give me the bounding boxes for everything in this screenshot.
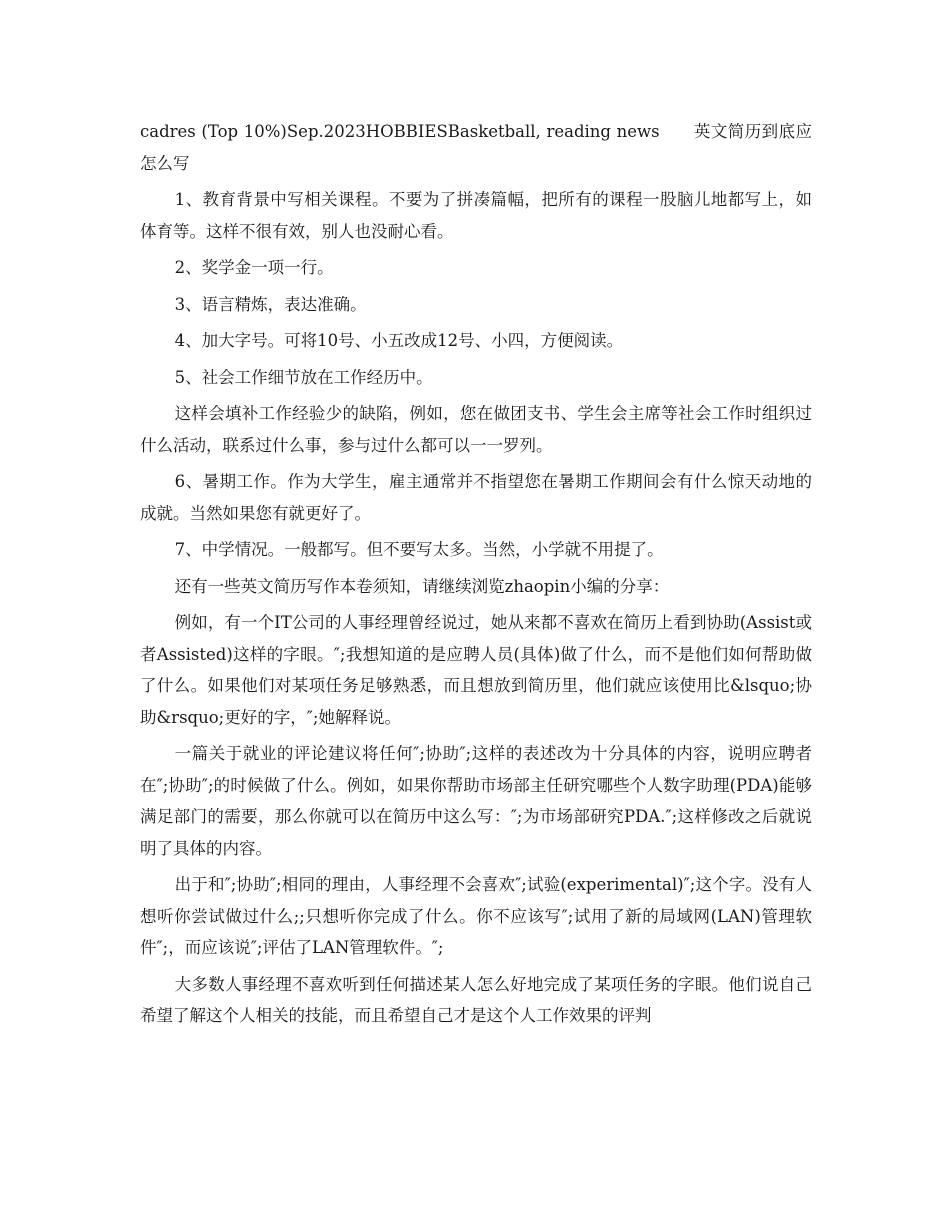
paragraph-tip-1: 1、教育背景中写相关课程。不要为了拼凑篇幅，把所有的课程一股脑儿地都写上，如体育等。这样不很有效，别人也没耐心看。 (140, 190, 812, 241)
paragraph-review-advice: 一篇关于就业的评论建议将任何″;协助″;这样的表述改为十分具体的内容，说明应聘者在″;协助″;的时候做了什么。例如，如果你帮助市场部主任研究哪些个人数字助理(PDA)能够满足部门的需要，那么你就可以在简历中这么写：″;为市场部研究PDA.″;这样修改之后就说明了具体的内容。 (140, 744, 812, 858)
paragraph-tip-2: 2、奖学金一项一行。 (174, 258, 334, 277)
paragraph-tip-3: 3、语言精炼，表达准确。 (174, 294, 367, 314)
paragraph-hr-preference: 大多数人事经理不喜欢听到任何描述某人怎么好地完成了某项任务的字眼。他们说自己希望了解这个人相关的技能，而且希望自己才是这个人工作效果的评判 (140, 974, 812, 1025)
document-body (140, 116, 812, 1037)
paragraph-tip-5-detail: 这样会填补工作经验少的缺陷，例如，您在做团支书、学生会主席等社会工作时组织过什么活动，联系过什么事，参与过什么都可以一一罗列。 (140, 404, 812, 455)
paragraph-tip-7: 7、中学情况。一般都写。但不要写太多。当然，小学就不用提了。 (174, 540, 664, 559)
paragraph-tip-4: 4、加大字号。可将10号、小五改成12号、小四，方便阅读。 (174, 331, 624, 350)
paragraph-intro: cadres (Top 10%)Sep.2023HOBBIESBasketball, reading news 英文简历到底应怎么写 (140, 122, 812, 173)
paragraph-tip-5: 5、社会工作细节放在工作经历中。 (174, 367, 433, 387)
paragraph-experimental: 出于和″;协助″;相同的理由，人事经理不会喜欢″;试验(experimental)″;这个字。没有人想听你尝试做过什么;;只想听你完成了什么。你不应该写″;试用了新的局域网(LAN)管理软件″;，而应该说″;评估了LAN管理软件。″; (140, 875, 812, 957)
paragraph-tip-6: 6、暑期工作。作为大学生，雇主通常并不指望您在暑期工作期间会有什么惊天动地的成就。当然如果您有就更好了。 (140, 472, 812, 523)
paragraph-example-assist: 例如，有一个IT公司的人事经理曾经说过，她从来都不喜欢在简历上看到协助(Assist或者Assisted)这样的字眼。″;我想知道的是应聘人员(具体)做了什么，而不是他们如何帮助做了什么。如果他们对某项任务足够熟悉，而且想放到简历里，他们就应该使用比&lsquo;协助&rsquo;更好的字，″;她解释说。 (140, 613, 812, 727)
paragraph-more-tips: 还有一些英文简历写作本卷须知，请继续浏览zhaopin小编的分享： (174, 576, 670, 596)
